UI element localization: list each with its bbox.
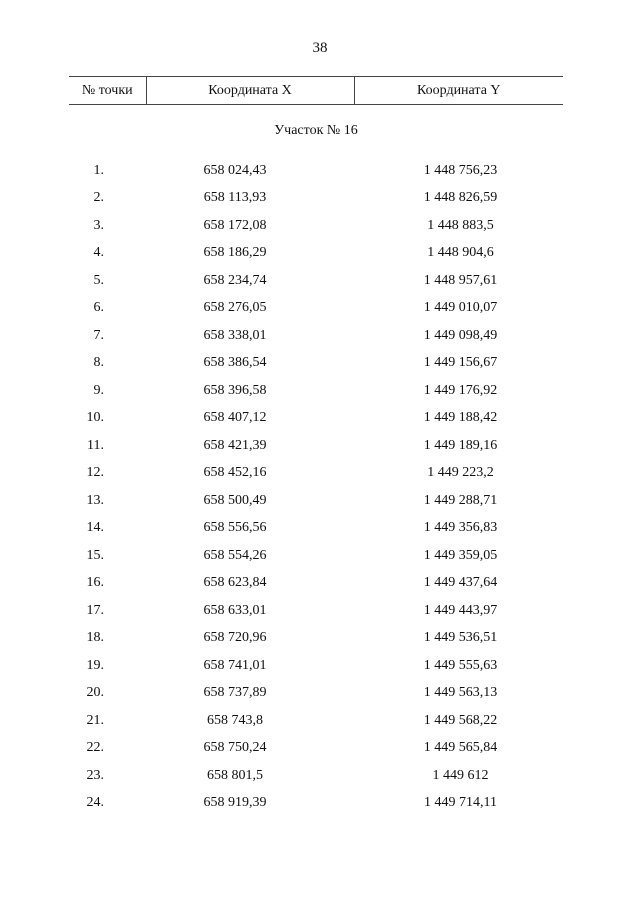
coordinate-y-cell: 1 449 443,97 xyxy=(423,602,498,618)
coordinate-x-cell: 658 556,56 xyxy=(203,520,267,536)
header-point-number: № точки xyxy=(69,77,146,105)
coordinate-y-cell: 1 449 536,51 xyxy=(423,630,498,646)
coordinate-x-cell: 658 743,8 xyxy=(207,712,263,728)
point-number-cell: 5. xyxy=(93,272,104,288)
coordinate-x-cell: 658 186,29 xyxy=(203,245,267,261)
coordinate-y-cell: 1 448 904,6 xyxy=(427,245,494,261)
coordinate-x-cell: 658 801,5 xyxy=(207,767,263,783)
table-row xyxy=(69,350,563,378)
coordinates-table xyxy=(69,76,563,817)
coordinate-y-cell: 1 449 189,16 xyxy=(423,437,498,453)
coordinate-y-cell: 1 449 714,11 xyxy=(424,795,497,811)
table-row xyxy=(69,212,563,240)
table-row xyxy=(69,597,563,625)
coordinate-y-cell: 1 449 223,2 xyxy=(427,465,494,481)
point-number-cell: 3. xyxy=(93,217,104,233)
table-row xyxy=(69,542,563,570)
coordinate-x-cell: 658 338,01 xyxy=(203,327,267,343)
point-number-cell: 22. xyxy=(86,740,104,756)
point-number-cell: 12. xyxy=(86,465,104,481)
table-row xyxy=(69,762,563,790)
point-number-cell: 16. xyxy=(86,575,104,591)
coordinate-x-cell: 658 024,43 xyxy=(203,162,267,178)
section-title: Участок № 16 xyxy=(274,123,358,138)
table-row xyxy=(69,515,563,543)
table-row xyxy=(69,405,563,433)
coordinate-x-cell: 658 452,16 xyxy=(203,465,267,481)
table-row xyxy=(69,707,563,735)
table-row xyxy=(69,295,563,323)
point-number-cell: 2. xyxy=(93,190,104,206)
table-row xyxy=(69,680,563,708)
table-row xyxy=(69,625,563,653)
table-row xyxy=(69,570,563,598)
coordinate-y-cell: 1 449 437,64 xyxy=(423,575,498,591)
point-number-cell: 4. xyxy=(93,245,104,261)
point-number-cell: 19. xyxy=(86,657,104,673)
point-number-cell: 9. xyxy=(93,382,104,398)
coordinate-x-cell: 658 554,26 xyxy=(203,547,267,563)
coordinate-y-cell: 1 449 359,05 xyxy=(423,547,498,563)
point-number-cell: 24. xyxy=(86,795,104,811)
table-row xyxy=(69,322,563,350)
coordinate-x-cell: 658 407,12 xyxy=(203,410,267,426)
coordinate-y-cell: 1 449 612 xyxy=(432,767,489,783)
point-number-cell: 7. xyxy=(93,327,104,343)
coordinate-x-cell: 658 919,39 xyxy=(203,795,267,811)
coordinate-x-cell: 658 172,08 xyxy=(203,217,267,233)
page-number: 38 xyxy=(312,40,328,56)
coordinate-y-cell: 1 449 176,92 xyxy=(423,382,498,398)
section-row xyxy=(69,105,563,158)
coordinate-y-cell: 1 449 356,83 xyxy=(423,520,498,536)
coordinate-x-cell: 658 396,58 xyxy=(203,382,267,398)
coordinate-x-cell: 658 421,39 xyxy=(203,437,267,453)
coordinate-y-cell: 1 448 957,61 xyxy=(423,272,498,288)
coordinate-y-cell: 1 449 156,67 xyxy=(423,355,498,371)
table-body xyxy=(69,105,563,818)
coordinate-y-cell: 1 449 288,71 xyxy=(423,492,498,508)
point-number-cell: 21. xyxy=(86,712,104,728)
table-row xyxy=(69,487,563,515)
coordinate-x-cell: 658 623,84 xyxy=(203,575,267,591)
coordinate-x-cell: 658 113,93 xyxy=(203,190,267,206)
point-number-cell: 17. xyxy=(86,602,104,618)
coordinate-x-cell: 658 720,96 xyxy=(203,630,267,646)
point-number-cell: 13. xyxy=(86,492,104,508)
coordinate-y-cell: 1 449 565,84 xyxy=(423,740,498,756)
coordinate-x-cell: 658 633,01 xyxy=(203,602,267,618)
table-row xyxy=(69,240,563,268)
table-row xyxy=(69,652,563,680)
coordinate-x-cell: 658 737,89 xyxy=(203,685,267,701)
coordinate-x-cell: 658 741,01 xyxy=(203,657,267,673)
point-number-cell: 1. xyxy=(93,162,104,178)
table-row xyxy=(69,432,563,460)
table-row xyxy=(69,790,563,818)
coordinate-y-cell: 1 448 756,23 xyxy=(423,162,498,178)
header-coordinate-y: Координата Y xyxy=(354,77,563,105)
coordinate-x-cell: 658 500,49 xyxy=(203,492,267,508)
coordinate-x-cell: 658 386,54 xyxy=(203,355,267,371)
table-row xyxy=(69,735,563,763)
table-row xyxy=(69,267,563,295)
point-number-cell: 15. xyxy=(86,547,104,563)
point-number-cell: 14. xyxy=(86,520,104,536)
point-number-cell: 20. xyxy=(86,685,104,701)
point-number-cell: 18. xyxy=(86,630,104,646)
table-row xyxy=(69,460,563,488)
coordinate-y-cell: 1 448 826,59 xyxy=(423,190,498,206)
table-header xyxy=(69,77,563,105)
coordinate-y-cell: 1 449 098,49 xyxy=(423,327,498,343)
coordinate-y-cell: 1 449 563,13 xyxy=(423,685,498,701)
header-coordinate-x: Координата X xyxy=(146,77,354,105)
coordinate-y-cell: 1 449 568,22 xyxy=(423,712,498,728)
header-row xyxy=(69,77,563,105)
coordinate-y-cell: 1 448 883,5 xyxy=(427,217,494,233)
point-number-cell: 8. xyxy=(93,355,104,371)
point-number-cell: 23. xyxy=(86,767,104,783)
point-number-cell: 10. xyxy=(86,410,104,426)
coordinate-x-cell: 658 750,24 xyxy=(203,740,267,756)
coordinate-y-cell: 1 449 555,63 xyxy=(423,657,498,673)
table-row xyxy=(69,377,563,405)
table-row xyxy=(69,157,563,185)
point-number-cell: 11. xyxy=(87,437,104,453)
coordinate-x-cell: 658 276,05 xyxy=(203,300,267,316)
coordinate-y-cell: 1 449 188,42 xyxy=(423,410,498,426)
point-number-cell: 6. xyxy=(93,300,104,316)
table-row xyxy=(69,185,563,213)
coordinate-x-cell: 658 234,74 xyxy=(203,272,267,288)
coordinate-y-cell: 1 449 010,07 xyxy=(423,300,498,316)
